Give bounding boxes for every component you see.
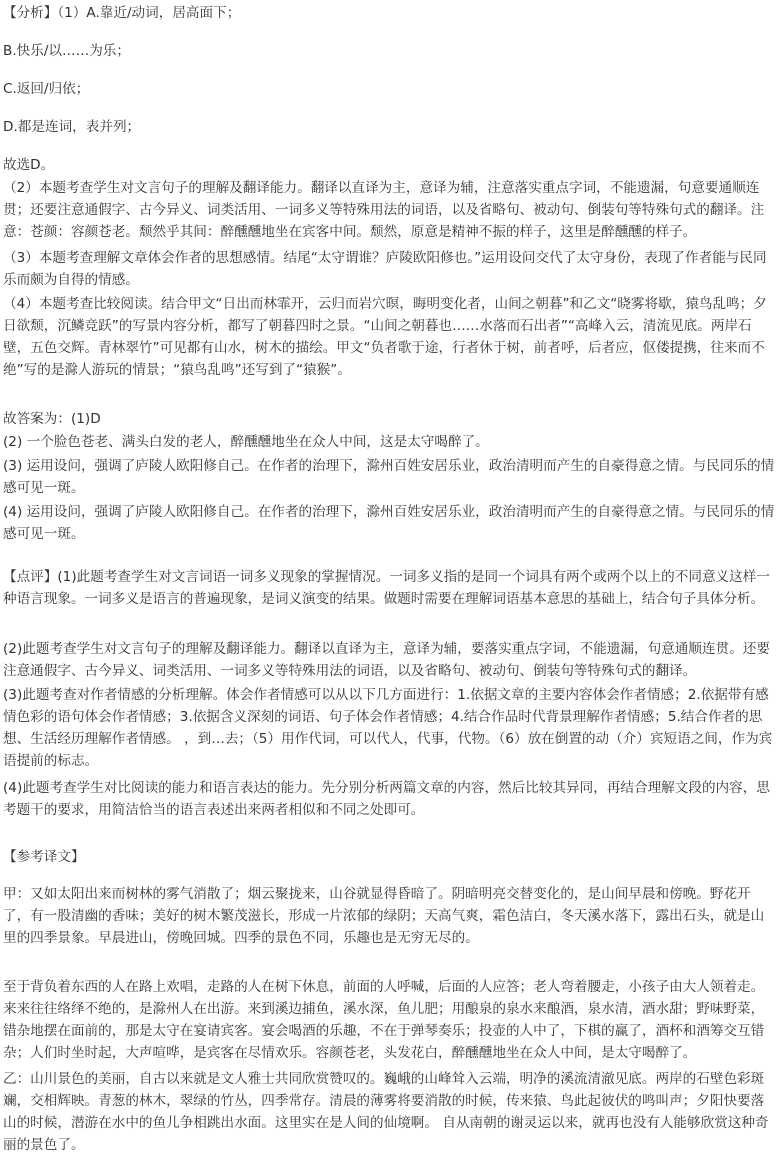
translation-jia-1: 甲：又如太阳出来而树林的雾气消散了；烟云聚拢来，山谷就显得昏暗了。阴暗明亮交替变化的，是山间早晨和傍晚。野花开了，有一股清幽的香味；美好的树木繁茂滋长，形成一片浓郁的绿阴；天高气爽，霜色洁白，冬天溪水落下，露出石头，就是山里的四季景象。早晨进山，傍晚回城。四季的景色不同，乐趣也是无穷无尽的。 — [3, 886, 765, 946]
translation-jia-2: 至于背负着东西的人在路上欢唱，走路的人在树下休息，前面的人呼喊，后面的人应答；老人弯着腰走，小孩子由大人领着走。来来往往络绎不绝的，是滁州人在出游。来到溪边捕鱼，溪水深，鱼儿肥；用酿泉的泉水来酿酒，泉水清，酒水甜；野味野菜，错杂地摆在面前的，那是太守在宴请宾客。宴会喝酒的乐趣，不在于弹琴奏乐；投壶的人中了，下棋的赢了，酒杯和酒筹交互错杂；人们时坐时起，大声喧哗，是宾客在尽情欢乐。容颜苍老，头发花白，醉醺醺地坐在众人中间，是太守喝醉了。 — [3, 979, 765, 1061]
answer-3: (3) 运用设问，强调了庐陵人欧阳修自己。在作者的治理下，滁州百姓安居乐业，政治清明而产生的自豪得意之情。与民同乐的情感可见一斑。 — [3, 458, 775, 496]
analysis-choice: 故选D。 — [3, 157, 55, 173]
analysis-option-a: 【分析】（1）A.靠近/动词，居高面下； — [3, 5, 241, 21]
answer-4: (4) 运用设问，强调了庐陵人欧阳修自己。在作者的治理下，滁州百姓安居乐业，政治清明而产生的自豪得意之情。与民同乐的情感可见一斑。 — [3, 504, 775, 542]
analysis-question-4: （4）本题考查比较阅读。结合甲文“日出而林霏开，云归而岩穴暝，晦明变化者，山间之朝暮”和乙文“晓雾将歇，猿鸟乱鸣；夕日欲颓，沉鳞竞跃”的写景内容分析，都写了朝暮四时之景。“山间之朝暮也……水落而石出者”“高峰入云，清流见底。两岸石壁，五色交辉。青林翠竹”可见都有山水，树木的描绘。甲文“负者歌于途，行者休于树，前者呼，后者应，伛偻提携，往来而不绝”写的是滁人游玩的情景；“猿鸟乱鸣”还写到了“猿猴”。 — [3, 296, 767, 378]
translation-heading: 【参考译文】 — [3, 849, 85, 865]
answer-2: (2) 一个脸色苍老、满头白发的老人，醉醺醺地坐在众人中间，这是太守喝醉了。 — [3, 434, 489, 450]
translation-yi: 乙：山川景色的美丽，自古以来就是文人雅士共同欣赏赞叹的。巍峨的山峰耸入云端，明净的溪流清澈见底。两岸的石壁色彩斑斓，交相辉映。青葱的林木，翠绿的竹丛，四季常存。清晨的薄雾将要消散的时候，传来猿、鸟此起彼伏的鸣叫声；夕阳快要落山的时候，潜游在水中的鱼儿争相跳出水面。这里实在是人间的仙境啊。 自从南朝的谢灵运以来，就再也没有人能够欣赏这种奇丽的景色了。 — [3, 1071, 769, 1153]
analysis-option-c: C.返回/归依； — [3, 81, 90, 97]
answer-1: 故答案为：(1)D — [3, 411, 101, 427]
analysis-question-3: （3）本题考查理解文章体会作者的思想感情。结尾“太守谓谁？庐陵欧阳修也。”运用设问交代了太守身份，表现了作者能与民同乐而颇为自得的情感。 — [3, 250, 767, 288]
comment-3: (3)此题考查对作者情感的分析理解。体会作者情感可以从以下几方面进行：1.依据文章的主要内容体会作者情感；2.依据带有感情色彩的语句体会作者情感；3.依据含义深刻的词语、句子体会作者情感；4.结合作品时代背景理解作者情感；5.结合作者的思想、生活经历理解作者情感。 ，到…去；（5）用作代词，可以代人，代事，代物。（6）放在倒置的动（介）宾短语之间，作为宾语提前的标志。 — [3, 687, 773, 769]
comment-1: 【点评】(1)此题考查学生对文言词语一词多义现象的掌握情况。一词多义指的是同一个词具有两个或两个以上的不同意义这样一种语言现象。一词多义是语言的普遍现象，是词义演变的结果。做题时需要在理解词语基本意思的基础上，结合句子具体分析。 — [3, 569, 770, 607]
analysis-option-d: D.都是连词，表并列； — [3, 119, 141, 135]
comment-4: (4)此题考查学生对比阅读的能力和语言表达的能力。先分别分析两篇文章的内容，然后比较其异同，再结合理解文段的内容，思考题干的要求，用简洁恰当的语言表述出来两者相似和不同之处即可。 — [3, 780, 770, 818]
analysis-option-b: B.快乐/以……为乐； — [3, 43, 130, 59]
analysis-question-2: （2）本题考查学生对文言句子的理解及翻译能力。翻译以直译为主，意译为辅，注意落实重点字词，不能遗漏，句意要通顺连贯；还要注意通假字、古今异义、词类活用、一词多义等特殊用法的词语，以及省略句、被动句、倒装句等特殊句式的翻译。注意：苍颜：容颜苍老。颓然乎其间：醉醺醺地坐在宾客中间。颓然，原意是精神不振的样子，这里是醉醺醺的样子。 — [3, 180, 765, 240]
comment-2: (2)此题考查学生对文言句子的理解及翻译能力。翻译以直译为主，意译为辅，要落实重点字词，不能遗漏，句意通顺连贯。还要注意通假字、古今异义、词类活用、一词多义等特殊用法的词语，以及省略句、被动句、倒装句等特殊句式的翻译。 — [3, 641, 770, 679]
